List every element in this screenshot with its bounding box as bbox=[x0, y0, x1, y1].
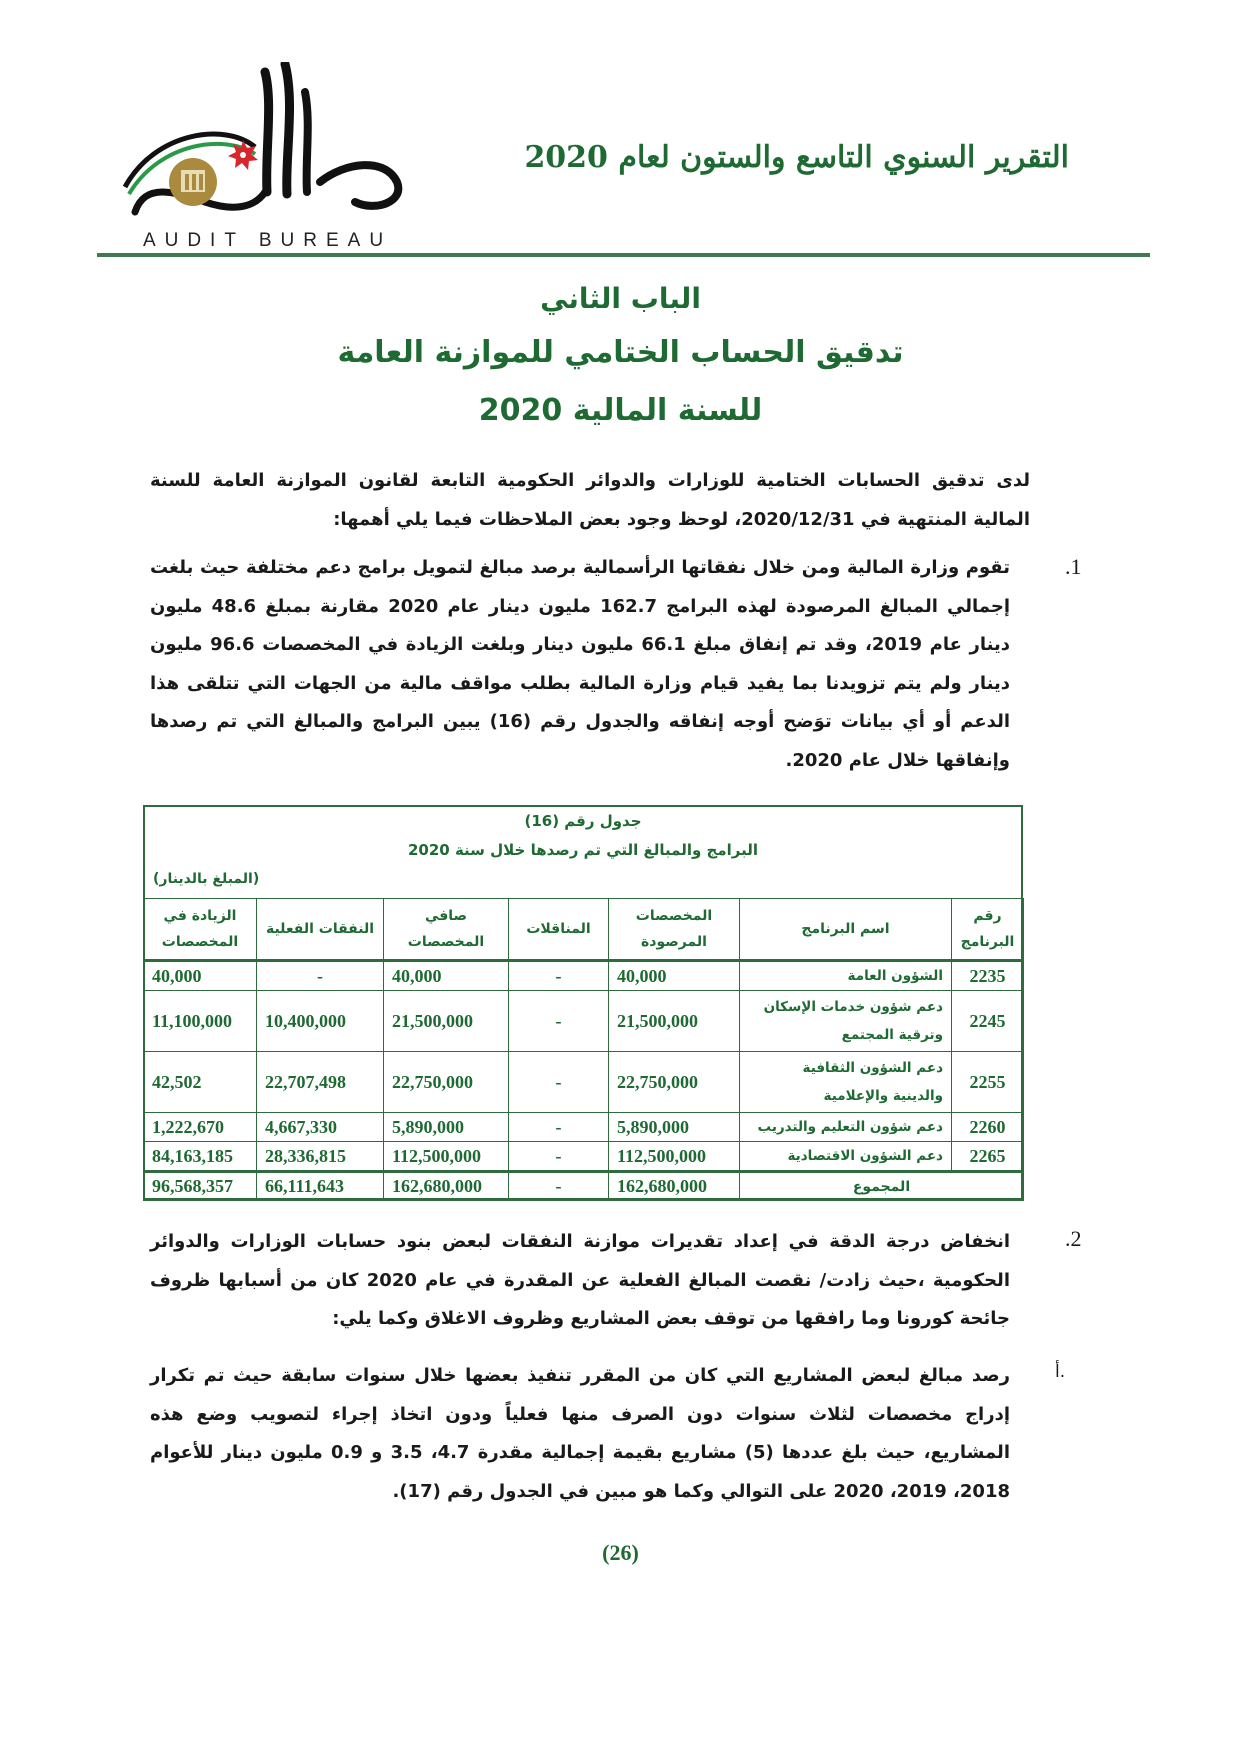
program-no: 2255 bbox=[952, 1052, 1024, 1113]
logo-caption: AUDIT BUREAU bbox=[142, 230, 393, 251]
allocated: 112,500,000 bbox=[609, 1142, 740, 1172]
transfers: - bbox=[509, 1052, 609, 1113]
finding-2a-text: رصد مبالغ لبعض المشاريع التي كان من المقرر تنفيذ بعضها خلال سنوات سابقة حيث تم تكرار إدراج مخصصات لثلاث سنوات دون الصرف منها فعلياً ودون اتخاذ إجراء لتصويب وضع هذه المشاريع، حيث بلغ عددها (5) مشاريع بقيمة إجمالية مقدرة 4.7، 3.5 و 0.9 مليون دينار للأعوام 2018، 2019، 2020 على التوالي وكما هو مبين في الجدول رقم (17). bbox=[150, 1365, 1010, 1502]
increase: 1,222,670 bbox=[144, 1113, 257, 1142]
increase: 40,000 bbox=[144, 961, 257, 991]
allocated: 40,000 bbox=[609, 961, 740, 991]
increase: 84,163,185 bbox=[144, 1142, 257, 1172]
chapter-subtitle: للسنة المالية 2020 bbox=[478, 393, 763, 428]
chapter-number: الباب الثاني bbox=[540, 282, 701, 315]
table-header-row bbox=[144, 899, 1024, 961]
transfers: - bbox=[509, 961, 609, 991]
chapter-title: تدقيق الحساب الختامي للموازنة العامة bbox=[337, 335, 904, 370]
table-row bbox=[144, 1113, 1024, 1142]
actual-expenditure: 4,667,330 bbox=[257, 1113, 384, 1142]
net-allocations: 21,500,000 bbox=[384, 991, 509, 1052]
actual-expenditure: - bbox=[257, 961, 384, 991]
total-actual-expenditure: 66,111,643 bbox=[257, 1172, 384, 1201]
table-caption: جدول رقم (16) bbox=[524, 812, 642, 830]
net-allocations: 22,750,000 bbox=[384, 1052, 509, 1113]
total-allocated: 162,680,000 bbox=[609, 1172, 740, 1201]
transfers: - bbox=[509, 1113, 609, 1142]
net-allocations: 112,500,000 bbox=[384, 1142, 509, 1172]
col-transfers: المناقلات bbox=[509, 899, 609, 961]
table-row bbox=[144, 1142, 1024, 1172]
page-number: (26) bbox=[602, 1540, 639, 1565]
net-allocations: 5,890,000 bbox=[384, 1113, 509, 1142]
actual-expenditure: 28,336,815 bbox=[257, 1142, 384, 1172]
col-allocated: المخصصات المرصودة bbox=[609, 899, 740, 961]
list-marker-a: أ. bbox=[1055, 1362, 1066, 1382]
report-title: التقرير السنوي التاسع والستون لعام 2020 bbox=[524, 140, 1069, 175]
program-no: 2260 bbox=[952, 1113, 1024, 1142]
logo-emblem-icon bbox=[115, 62, 420, 222]
total-net-allocations: 162,680,000 bbox=[384, 1172, 509, 1201]
increase: 11,100,000 bbox=[144, 991, 257, 1052]
table-title: البرامج والمبالغ التي تم رصدها خلال سنة 2020 bbox=[407, 841, 759, 859]
program-name: الشؤون العامة bbox=[740, 961, 952, 991]
table-row bbox=[144, 991, 1024, 1052]
list-marker-2: .2 bbox=[1065, 1226, 1082, 1251]
increase: 42,502 bbox=[144, 1052, 257, 1113]
table-row bbox=[144, 1052, 1024, 1113]
table-total-row bbox=[144, 1172, 1024, 1201]
audit-bureau-logo bbox=[115, 62, 420, 252]
table-row bbox=[144, 961, 1024, 991]
transfers: - bbox=[509, 991, 609, 1052]
table-unit-note: (المبلغ بالدينار) bbox=[153, 871, 260, 887]
finding-1-text: تقوم وزارة المالية ومن خلال نفقاتها الرأسمالية برصد مبالغ لتمويل برامج دعم مختلفة حيث بلغت إجمالي المبالغ المرصودة لهذه البرامج 162.7 مليون دينار عام 2020 مقارنة بمبلغ 48.6 مليون دينار عام 2019، وقد تم إنفاق مبلغ 66.1 مليون دينار وبلغت الزيادة في المخصصات 96.6 مليون دينار ولم يتم تزويدنا بما يفيد قيام وزارة المالية بطلب مواقف مالية من الجهات التي تتلقى هذا الدعم أو أي بيانات توَضح أوجه إنفاقه والجدول رقم (16) يبين البرامج والمبالغ التي تم رصدها وإنفاقها خلال عام 2020. bbox=[150, 557, 1011, 771]
col-net-allocations: صافي المخصصات bbox=[384, 899, 509, 961]
finding-2-text: انخفاض درجة الدقة في إعداد تقديرات موازنة النفقات لبعض بنود حسابات الوزارات والدوائر الحكومية ،حيث زادت/ نقصت المبالغ الفعلية عن المقدرة في عام 2020 كان من أسبابها ظروف جائحة كورونا وما رافقها من توقف بعض المشاريع وظروف الاغلاق وكما يلي: bbox=[150, 1231, 1010, 1329]
allocated: 22,750,000 bbox=[609, 1052, 740, 1113]
program-no: 2245 bbox=[952, 991, 1024, 1052]
total-transfers: - bbox=[509, 1172, 609, 1201]
program-name: دعم الشؤون الثقافية والدينية والإعلامية bbox=[740, 1052, 952, 1113]
program-name: دعم الشؤون الاقتصادية bbox=[740, 1142, 952, 1172]
list-marker-1: .1 bbox=[1065, 554, 1082, 579]
programs-table bbox=[143, 898, 1024, 1201]
header-divider bbox=[97, 253, 1150, 257]
program-name: دعم شؤون خدمات الإسكان وترقية المجتمع bbox=[740, 991, 952, 1052]
transfers: - bbox=[509, 1142, 609, 1172]
program-no: 2265 bbox=[952, 1142, 1024, 1172]
program-name: دعم شؤون التعليم والتدريب bbox=[740, 1113, 952, 1142]
total-label: المجموع bbox=[740, 1172, 1024, 1201]
program-no: 2235 bbox=[952, 961, 1024, 991]
col-program-name: اسم البرنامج bbox=[740, 899, 952, 961]
intro-paragraph: لدى تدقيق الحسابات الختامية للوزارات والدوائر الحكومية التابعة لقانون الموازنة العامة للسنة المالية المنتهية في 2020/12/31، لوحظ وجود بعض الملاحظات فيما يلي أهمها: bbox=[150, 470, 1030, 530]
allocated: 21,500,000 bbox=[609, 991, 740, 1052]
actual-expenditure: 10,400,000 bbox=[257, 991, 384, 1052]
col-increase: الزيادة في المخصصات bbox=[144, 899, 257, 961]
net-allocations: 40,000 bbox=[384, 961, 509, 991]
actual-expenditure: 22,707,498 bbox=[257, 1052, 384, 1113]
col-program-no: رقم البرنامج bbox=[952, 899, 1024, 961]
total-increase: 96,568,357 bbox=[144, 1172, 257, 1201]
col-actual-expenditure: النفقات الفعلية bbox=[257, 899, 384, 961]
allocated: 5,890,000 bbox=[609, 1113, 740, 1142]
